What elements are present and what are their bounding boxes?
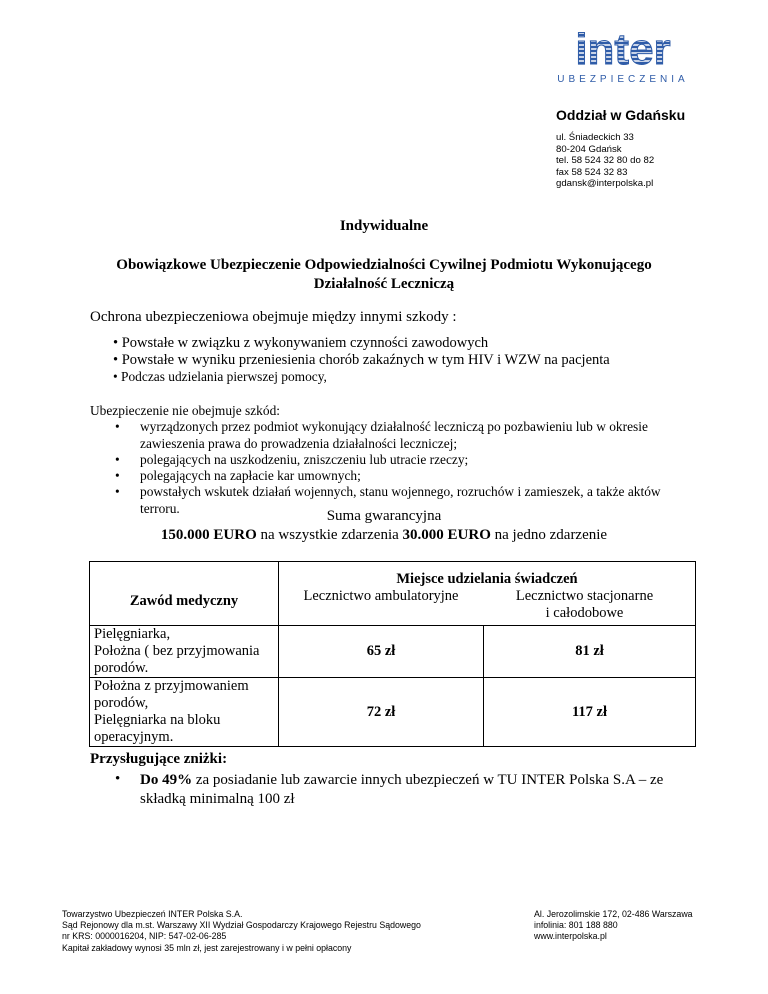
sum-text-end: na jedno zdarzenie [490, 527, 608, 543]
price-ambulatory: 72 zł [279, 678, 484, 747]
exclusion-item: powstałych wskutek działań wojennych, stanu wojennego, rozruchów i zamieszek, a także aktów terroru. [140, 484, 661, 516]
bullet-icon: • [115, 771, 121, 787]
discount-amount: Do 49% [140, 772, 193, 788]
sum-text-mid: na wszystkie zdarzenia [256, 527, 403, 543]
price-inpatient: 117 zł [484, 678, 696, 747]
header-ambulatory: Lecznictwo ambulatoryjne [303, 588, 459, 604]
exclusion-item: polegających na uszkodzeniu, zniszczeniu lub utracie rzeczy; [140, 452, 469, 467]
branch-title: Oddział w Gdańsku [556, 107, 686, 123]
header-profession: Zawód medyczny [90, 562, 279, 626]
branch-address [556, 132, 654, 190]
inter-logo [548, 30, 698, 86]
header-place [279, 562, 696, 626]
exclusion-item: polegających na zapłacie kar umownych; [140, 468, 361, 483]
document-type: Indywidualne [339, 218, 429, 234]
table-row [90, 678, 696, 747]
inter-logo-graphic [548, 30, 698, 86]
address-line: 80-204 Gdańsk [556, 143, 622, 155]
logo-subtitle: UBEZPIECZENIA [557, 74, 689, 85]
discounts-title: Przysługujące zniżki: [90, 751, 228, 767]
table-row [90, 626, 696, 678]
document-title: Obowiązkowe Ubezpieczenie Odpowiedzialności Cywilnej Podmiotu Wykonującego Działalność Leczniczą [116, 257, 652, 292]
discount-text: za posiadanie lub zawarcie innych ubezpieczeń w TU INTER Polska S.A – ze składką minimalną 100 zł [140, 772, 664, 807]
header-place-title: Miejsce udzielania świadczeń [396, 571, 578, 587]
coverage-item: • Podczas udzielania pierwszej pomocy, [113, 369, 327, 384]
address-line: fax 58 524 32 83 [556, 166, 628, 178]
price-table [89, 561, 696, 747]
sum-single-amount: 30.000 EURO [402, 527, 491, 543]
bullet-icon: • [115, 468, 120, 483]
footer-company: Towarzystwo Ubezpieczeń INTER Polska S.A. Sąd Rejonowy dla m.st. Warszawy XII Wydział Gospodarczy Krajowego Rejestru Sądowego nr KRS: 0000016204, NIP: 547-02-06-285 Kapitał zakładowy wynosi 35 mln zł, jest zarejestrowany i w pełni opłacony [62, 909, 421, 953]
bullet-icon: • [115, 484, 120, 499]
sum-total-amount: 150.000 EURO [160, 527, 257, 543]
coverage-item: • Powstałe w wyniku przeniesienia chorób zakaźnych w tym HIV i WZW na pacjenta [113, 352, 610, 368]
header-inpatient-2: i całodobowe [545, 605, 624, 621]
exclusions-intro: Ubezpieczenie nie obejmuje szkód: [90, 403, 280, 418]
footer-contact: Al. Jerozolimskie 172, 02-486 Warszawa infolinia: 801 188 880 www.interpolska.pl [534, 909, 693, 942]
profession-cell: Położna z przyjmowaniem porodów, Pielęgniarka na bloku operacyjnym. [90, 678, 279, 747]
coverage-item: • Powstałe w związku z wykonywaniem czynności zawodowych [113, 335, 489, 351]
table-header-row [90, 562, 696, 626]
logo-wordmark: inter [575, 30, 671, 74]
sum-title: Suma gwarancyjna [326, 508, 442, 524]
header-inpatient: Lecznictwo stacjonarne [515, 588, 654, 604]
bullet-icon: • [115, 452, 120, 467]
discount-item [140, 771, 685, 809]
price-ambulatory: 65 zł [279, 626, 484, 678]
exclusion-item: wyrządzonych przez podmiot wykonujący działalność leczniczą po pozbawieniu lub w okresie zawieszenia prawa do prowadzenia działalności leczniczej; [140, 419, 648, 451]
coverage-intro: Ochrona ubezpieczeniowa obejmuje między innymi szkody : [90, 309, 457, 325]
address-line: ul. Śniadeckich 33 [556, 132, 634, 143]
bullet-icon: • [115, 419, 120, 434]
address-line: tel. 58 524 32 80 do 82 [556, 155, 655, 166]
profession-cell: Pielęgniarka, Położna ( bez przyjmowania porodów. [90, 626, 279, 678]
price-inpatient: 81 zł [484, 626, 696, 678]
address-line: gdansk@interpolska.pl [556, 178, 654, 189]
sum-line [0, 527, 768, 544]
